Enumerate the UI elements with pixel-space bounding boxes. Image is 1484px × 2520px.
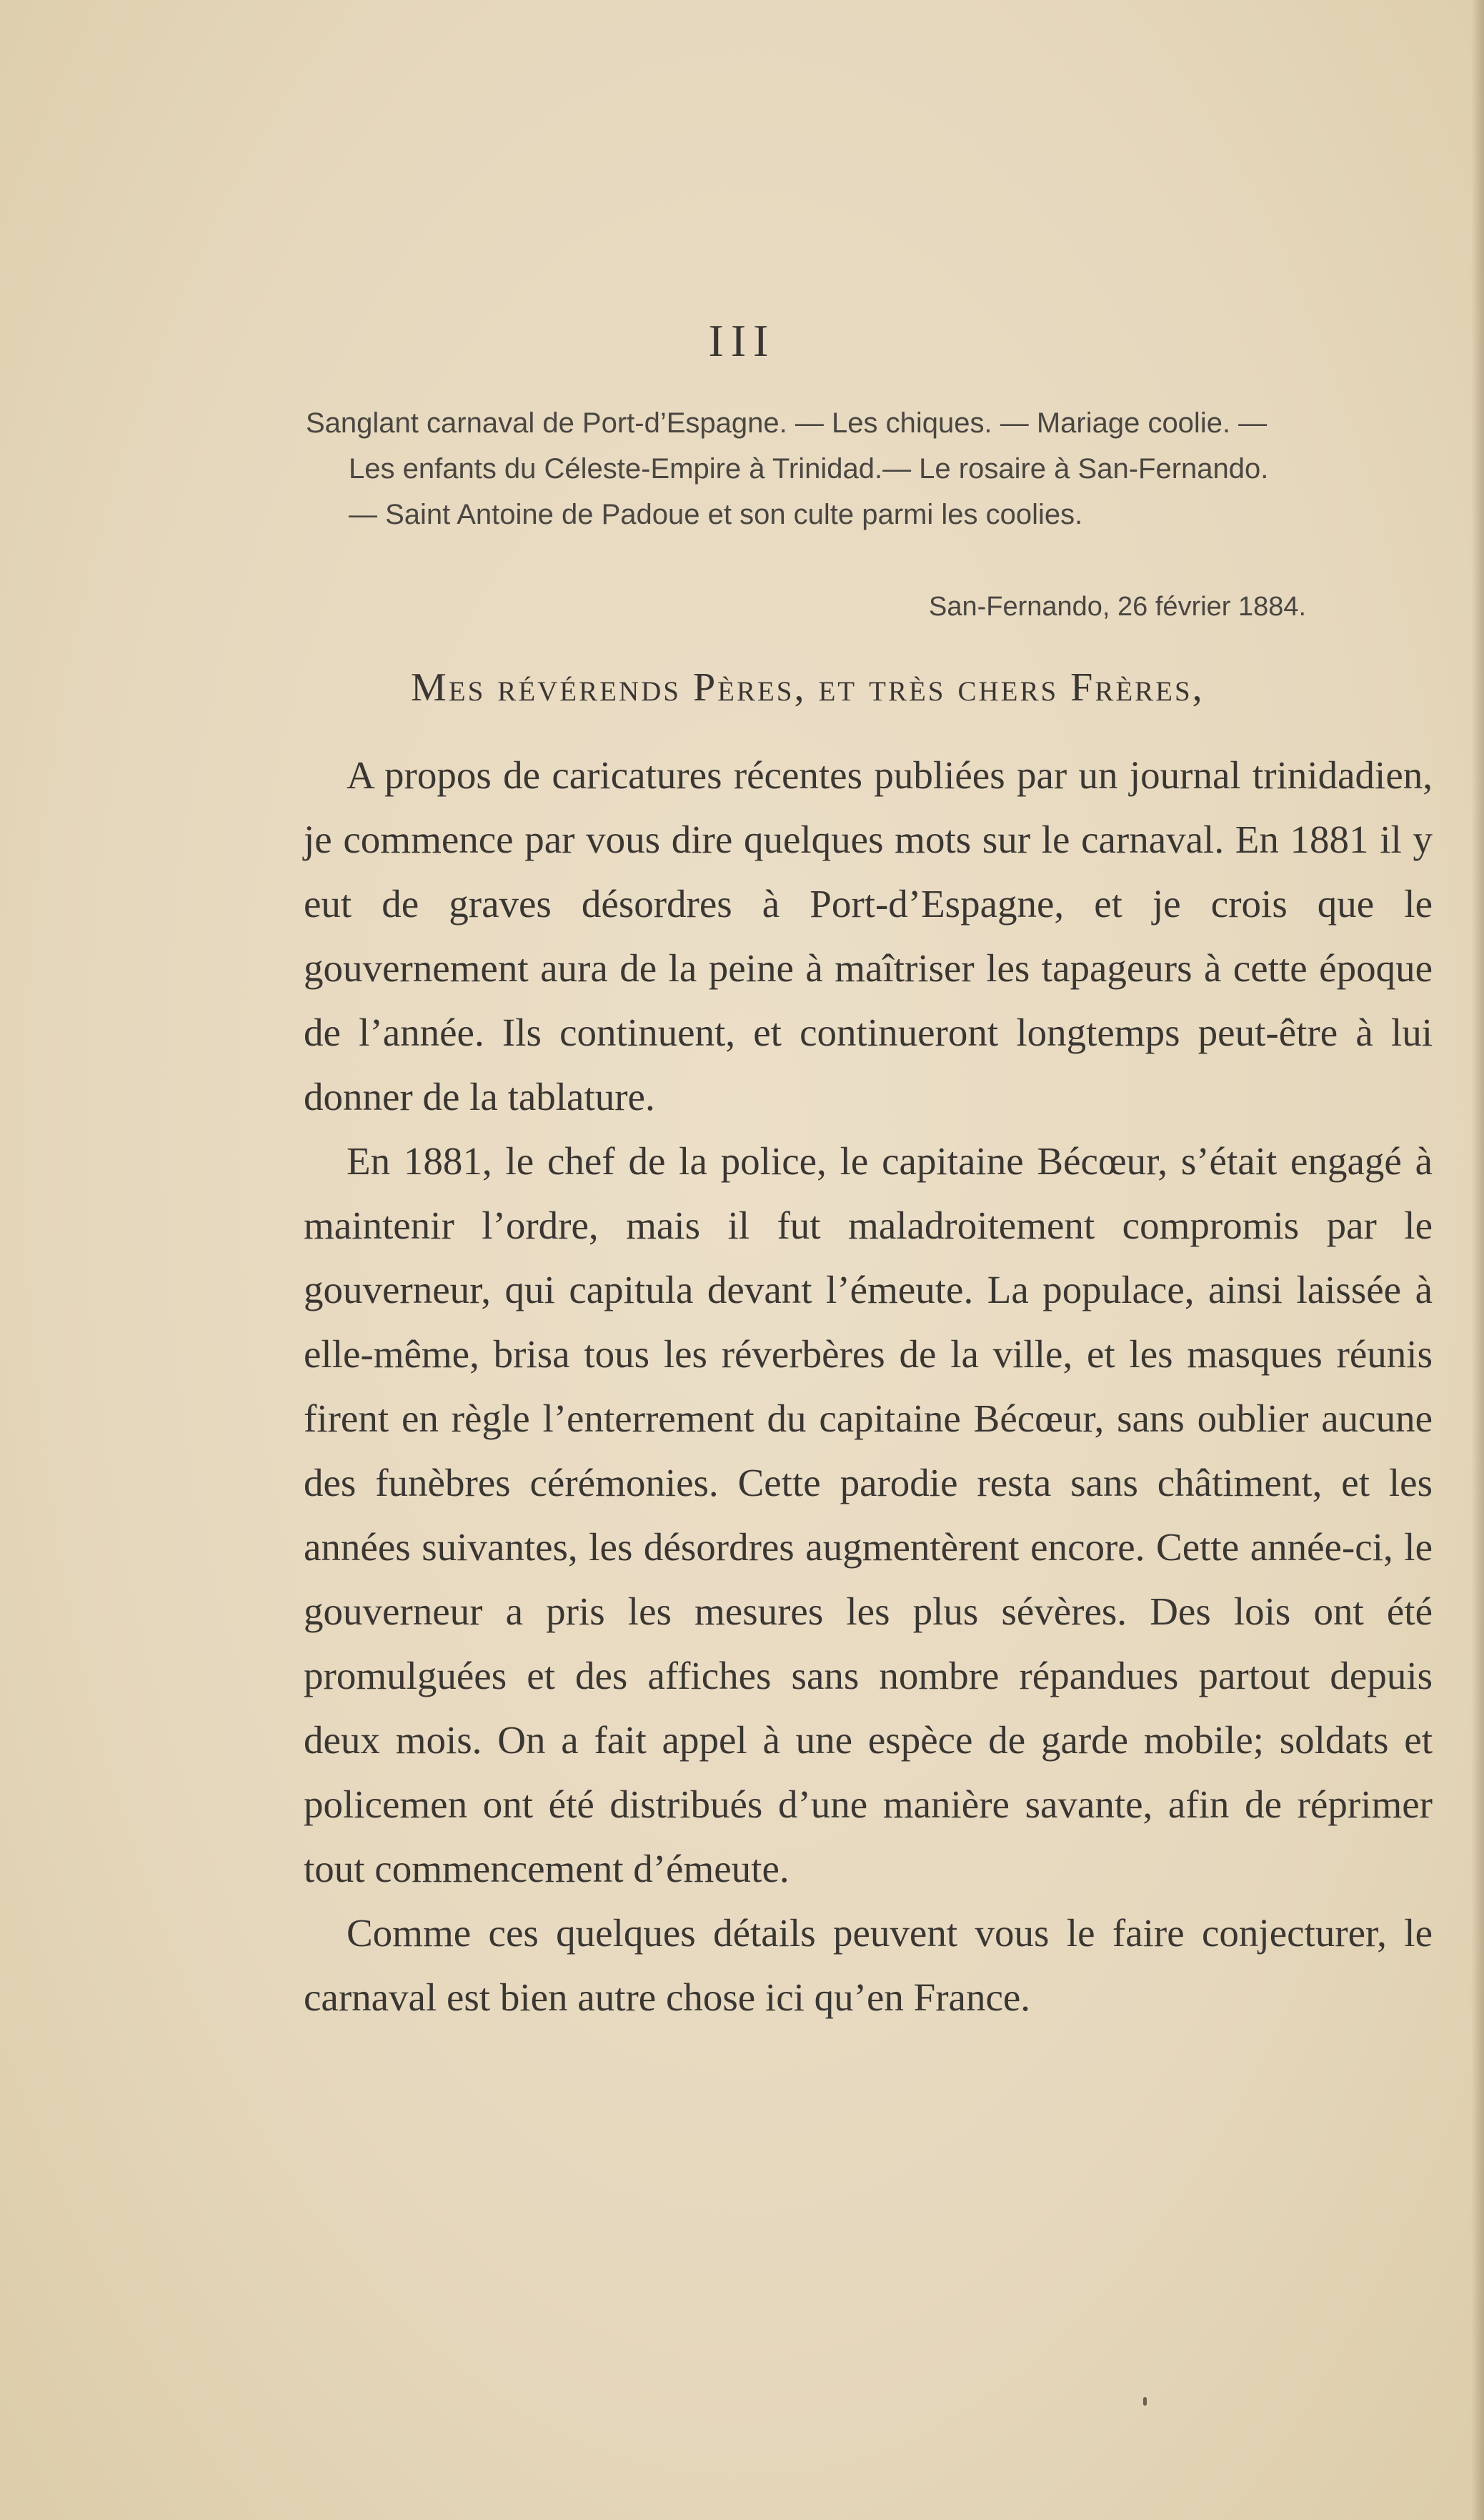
summary-line: Sanglant carnaval de Port-d’Espagne. — Les chiques. — Mariage coolie. —	[306, 407, 1268, 439]
letter-salutation: Mes révérends Pères, et très chers Frères,	[411, 665, 1205, 710]
summary-line: Les enfants du Céleste-Empire à Trinidad.— Le rosaire à San-Fernando.	[349, 453, 1269, 485]
body-paragraph: A propos de caricatures récentes publiées par un journal trinidadien, je commence par vous dire quelques mots sur le carnaval. En 1881 il y eut de graves désordres à Port-d’Espagne, et je crois que le gouvernement aura de la peine à maîtriser les tapageurs à cette époque de l’année. Ils continuent, et continueront longtemps peut-être à lui donner de la tablature.	[304, 753, 1433, 1118]
body-paragraph: Comme ces quelques détails peuvent vous le faire conjecturer, le carnaval est bien autre chose ici qu’en France.	[304, 1911, 1433, 2019]
letter-body	[304, 743, 1433, 2030]
page-edge-shadow	[1471, 0, 1484, 2520]
chapter-number: III	[708, 315, 776, 366]
summary-line: — Saint Antoine de Padoue et son culte parmi les coolies.	[349, 499, 1083, 530]
chapter-summary	[306, 400, 1435, 537]
body-paragraph: En 1881, le chef de la police, le capitaine Bécœur, s’était engagé à maintenir l’ordre, mais il fut maladroitement compromis par le gouverneur, qui capitula devant l’émeute. La populace, ainsi laissée à elle-même, brisa tous les réverbères de la ville, et les masques réunis firent en règle l’enterrement du capitaine Bécœur, sans oublier aucune des funèbres cérémonies. Cette parodie resta sans châtiment, et les années suivantes, les désordres augmentèrent encore. Cette année-ci, le gouverneur a pris les mesures les plus sévères. Des lois ont été promulguées et des affiches sans nombre répandues partout depuis deux mois. On a fait appel à une espèce de garde mobile; soldats et policemen ont été distribués d’une manière savante, afin de réprimer tout commencement d’émeute.	[304, 1139, 1433, 1890]
ink-speck	[1143, 2397, 1147, 2406]
letter-dateline: San-Fernando, 26 février 1884.	[929, 592, 1307, 622]
